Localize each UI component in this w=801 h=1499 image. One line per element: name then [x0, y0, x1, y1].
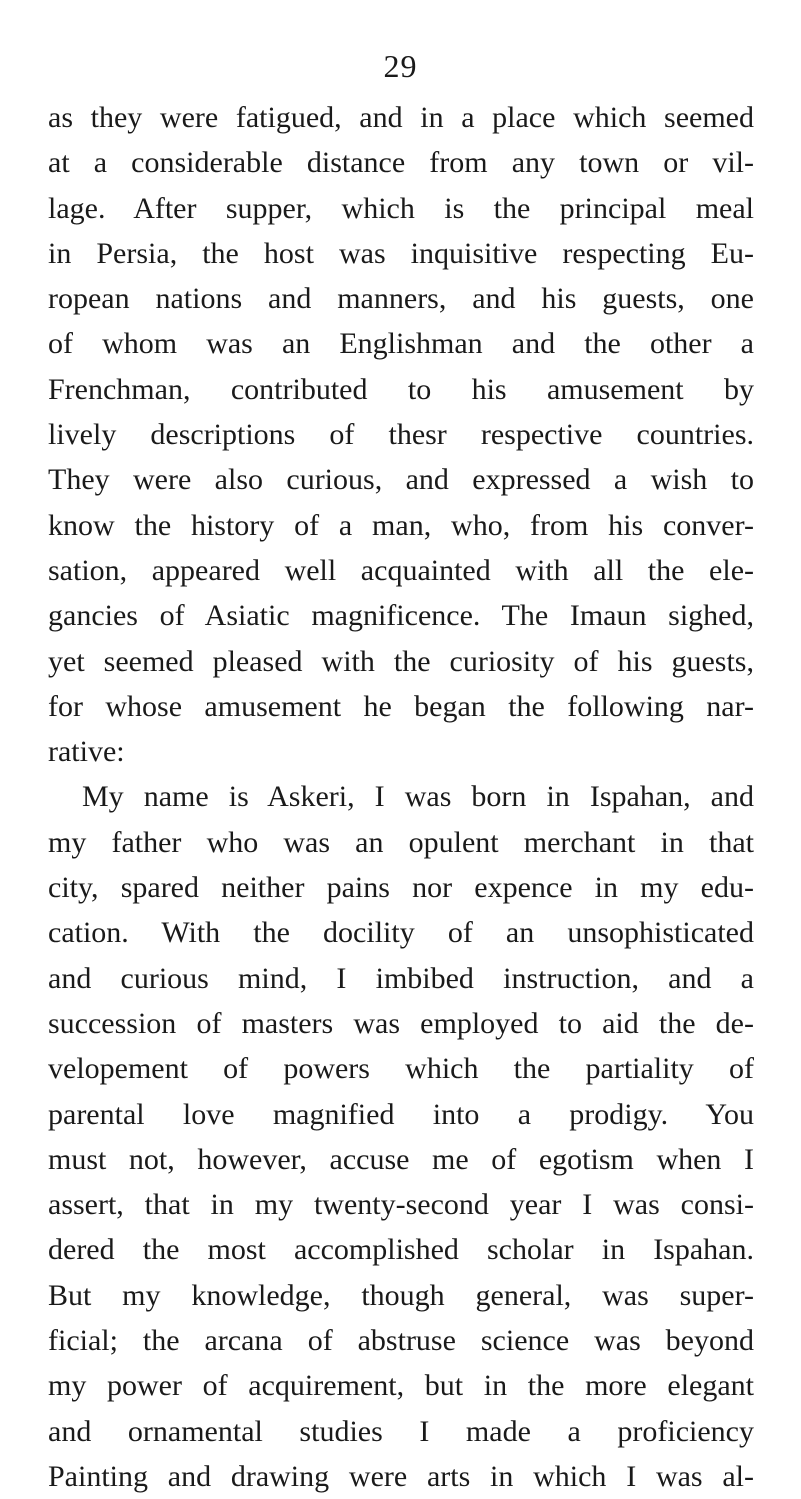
- text-line: city, spared neither pains nor expence in my edu-: [48, 871, 754, 905]
- text-line: Frenchman, contributed to his amusement by: [48, 372, 754, 406]
- text-line: for whose amusement he began the following nar-: [48, 689, 754, 723]
- text-line: rative:: [48, 735, 125, 769]
- text-line: gancies of Asiatic magnificence. The Imaun sighed,: [48, 599, 754, 633]
- text-line: But my knowledge, though general, was super-: [48, 1278, 754, 1312]
- text-line: dered the most accomplished scholar in Ispahan.: [48, 1233, 754, 1267]
- text-line: ropean nations and manners, and his guests, one: [48, 282, 754, 316]
- text-line: know the history of a man, who, from his conver-: [48, 508, 754, 542]
- text-line: as they were fatigued, and in a place which seemed: [48, 101, 754, 134]
- text-line: my father who was an opulent merchant in that: [48, 825, 754, 859]
- text-line: My name is Askeri, I was born in Ispahan, and: [82, 780, 754, 814]
- text-line: ficial; the arcana of abstruse science was beyond: [48, 1324, 754, 1358]
- text-line: sation, appeared well acquainted with all the ele-: [48, 553, 754, 587]
- text-line: assert, that in my twenty-second year I was consi-: [48, 1188, 754, 1222]
- text-line: lage. After supper, which is the principal meal: [48, 191, 754, 225]
- text-line: my power of acquirement, but in the more elegant: [48, 1369, 754, 1403]
- body-text: [48, 95, 754, 1499]
- text-line: and ornamental studies I made a proficiency: [48, 1414, 754, 1448]
- text-line: at a considerable distance from any town or vil-: [48, 146, 754, 180]
- page-number: 29: [383, 48, 418, 84]
- text-line: yet seemed pleased with the curiosity of his guests,: [48, 644, 754, 678]
- text-line: Painting and drawing were arts in which I was al-: [48, 1459, 754, 1493]
- text-line: lively descriptions of thesr respective countries.: [48, 418, 754, 452]
- text-line: succession of masters was employed to aid the de-: [48, 1006, 754, 1040]
- text-line: of whom was an Englishman and the other a: [48, 327, 754, 361]
- text-line: in Persia, the host was inquisitive respecting Eu-: [48, 236, 754, 270]
- text-line: and curious mind, I imbibed instruction, and a: [48, 961, 754, 995]
- text-line: must not, however, accuse me of egotism when I: [48, 1142, 754, 1176]
- text-line: parental love magnified into a prodigy. You: [48, 1097, 754, 1131]
- text-line: They were also curious, and expressed a wish to: [48, 463, 754, 497]
- text-line: velopement of powers which the partiality of: [48, 1052, 754, 1086]
- text-line: cation. With the docility of an unsophisticated: [48, 916, 754, 950]
